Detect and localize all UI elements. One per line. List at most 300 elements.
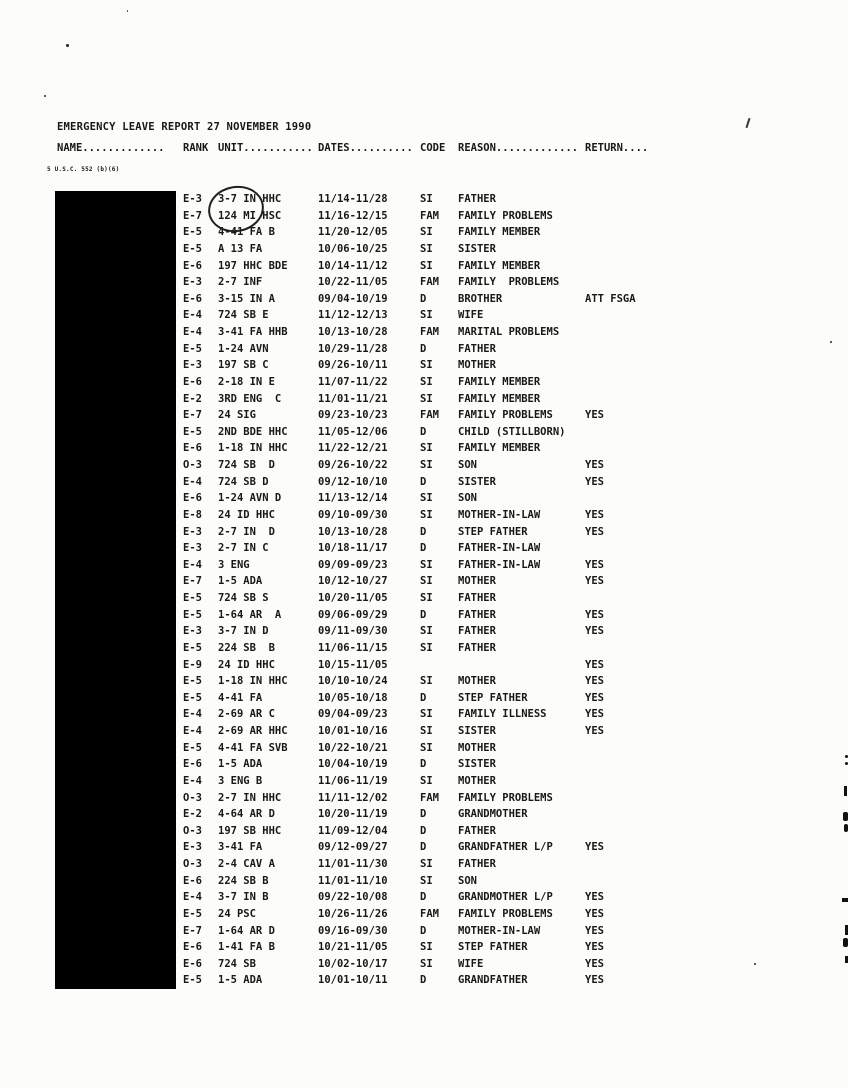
cell-dates: 10/26-11/26 <box>318 907 388 920</box>
cell-unit: 197 SB C <box>218 359 269 372</box>
cell-rank: E-6 <box>183 957 202 970</box>
cell-unit: 1-18 IN HHC <box>218 442 288 455</box>
cell-unit: 724 SB S <box>218 592 269 604</box>
cell-unit: 2-7 INF <box>218 276 263 289</box>
cell-code: FAM <box>420 326 439 338</box>
cell-rank: E-6 <box>183 292 202 305</box>
cell-return <box>585 393 675 410</box>
cell-code: SI <box>420 625 433 638</box>
cell-rank: E-5 <box>183 691 202 704</box>
cell-dates: 09/10-09/30 <box>318 508 388 521</box>
cell-rank: E-5 <box>183 242 202 255</box>
cell-rank: E-5 <box>183 342 202 355</box>
cell-unit: 3-41 FA <box>218 841 263 854</box>
cell-unit: 2-7 IN D <box>218 525 275 538</box>
cell-dates: 10/02-10/17 <box>318 957 388 970</box>
cell-dates: 11/01-11/10 <box>318 874 388 887</box>
cell-return <box>585 792 675 809</box>
cell-return: YES <box>585 708 604 721</box>
name-redaction-bar <box>55 191 176 989</box>
pen-mark <box>844 824 848 832</box>
cell-code: SI <box>420 708 433 721</box>
cell-return <box>585 825 675 842</box>
cell-code: D <box>420 608 427 621</box>
cell-reason: FAMILY PROBLEMS <box>458 276 560 289</box>
cell-dates: 09/26-10/11 <box>318 359 388 372</box>
cell-unit: 4-64 AR D <box>218 808 275 821</box>
cell-return: YES <box>585 841 604 854</box>
cell-code: SI <box>420 957 433 970</box>
cell-return <box>585 442 675 459</box>
cell-reason: FAMILY MEMBER <box>458 375 541 388</box>
cell-unit: 724 SB <box>218 957 256 970</box>
col-header-name: NAME............. <box>57 142 165 154</box>
cell-dates: 10/29-11/28 <box>318 342 388 355</box>
cell-return <box>585 426 675 443</box>
cell-unit: 197 SB HHC <box>218 824 282 837</box>
cell-return <box>585 326 675 343</box>
cell-return: YES <box>585 941 604 954</box>
pen-mark <box>843 812 848 821</box>
cell-code: D <box>420 841 427 854</box>
cell-unit: 3RD ENG C <box>218 392 282 405</box>
redaction-citation: 5 U.S.C. 552 (b)(6) <box>47 166 120 173</box>
cell-reason: FATHER <box>458 608 496 621</box>
cell-code: D <box>420 525 427 538</box>
pen-mark <box>844 786 847 796</box>
cell-return <box>585 642 675 659</box>
cell-rank: E-7 <box>183 575 202 588</box>
cell-return <box>585 343 675 360</box>
cell-return: YES <box>585 924 604 937</box>
cell-dates: 11/09-12/04 <box>318 824 388 837</box>
cell-reason: FATHER <box>458 592 496 604</box>
scan-speck <box>754 963 756 965</box>
cell-return <box>585 243 675 260</box>
cell-code: SI <box>420 941 433 954</box>
cell-code: FAM <box>420 209 439 222</box>
cell-code: SI <box>420 309 433 322</box>
cell-rank: E-4 <box>183 725 202 737</box>
cell-dates: 10/04-10/19 <box>318 758 388 771</box>
cell-unit: 4-41 FA B <box>218 226 275 239</box>
cell-reason: FATHER <box>458 342 496 355</box>
cell-dates: 11/06-11/19 <box>318 774 388 787</box>
cell-unit: 124 MI HSC <box>218 209 282 222</box>
cell-code: SI <box>420 193 433 205</box>
cell-rank: E-4 <box>183 309 202 322</box>
cell-rank: E-6 <box>183 375 202 388</box>
cell-rank: E-5 <box>183 907 202 920</box>
cell-unit: 1-24 AVN D <box>218 492 282 505</box>
cell-reason: GRANDFATHER L/P <box>458 841 553 854</box>
cell-dates: 10/01-10/16 <box>318 725 388 737</box>
cell-dates: 11/11-12/02 <box>318 791 388 804</box>
cell-rank: E-3 <box>183 625 202 638</box>
cell-code: SI <box>420 675 433 688</box>
cell-reason: MOTHER <box>458 675 496 688</box>
cell-dates: 09/09-09/23 <box>318 558 388 571</box>
cell-return: YES <box>585 891 604 904</box>
cell-reason: MOTHER <box>458 359 496 372</box>
cell-code: D <box>420 974 427 987</box>
cell-rank: E-5 <box>183 425 202 438</box>
cell-rank: E-2 <box>183 392 202 405</box>
cell-dates: 11/01-11/30 <box>318 858 388 870</box>
cell-code: D <box>420 475 427 488</box>
cell-rank: E-6 <box>183 758 202 771</box>
cell-return <box>585 210 675 227</box>
cell-return: YES <box>585 957 604 970</box>
scan-speck <box>127 10 128 12</box>
cell-dates: 09/26-10/22 <box>318 459 388 471</box>
cell-return <box>585 592 675 609</box>
cell-rank: O-3 <box>183 791 202 804</box>
cell-code: SI <box>420 442 433 455</box>
cell-return: YES <box>585 409 604 422</box>
cell-reason: MOTHER <box>458 741 496 754</box>
column-header-row <box>57 142 675 154</box>
cell-reason: MOTHER-IN-LAW <box>458 924 541 937</box>
col-header-code: CODE <box>420 142 446 154</box>
cell-dates: 10/20-11/05 <box>318 592 388 604</box>
cell-rank: E-6 <box>183 492 202 505</box>
cell-dates: 09/12-09/27 <box>318 841 388 854</box>
cell-dates: 09/16-09/30 <box>318 924 388 937</box>
cell-unit: 3-7 IN HHC <box>218 193 282 205</box>
cell-reason: SISTER <box>458 475 496 488</box>
cell-unit: 3-41 FA HHB <box>218 326 288 338</box>
cell-reason: FATHER <box>458 858 496 870</box>
cell-reason: WIFE <box>458 309 484 322</box>
cell-reason: MOTHER <box>458 575 496 588</box>
cell-return <box>585 808 675 825</box>
cell-dates: 11/12-12/13 <box>318 309 388 322</box>
cell-reason: SON <box>458 492 477 505</box>
cell-rank: E-3 <box>183 193 202 205</box>
cell-code: SI <box>420 359 433 372</box>
cell-return: YES <box>585 725 604 737</box>
cell-unit: 2-18 IN E <box>218 375 275 388</box>
cell-code: D <box>420 342 427 355</box>
cell-code: SI <box>420 874 433 887</box>
cell-rank: O-3 <box>183 824 202 837</box>
pen-mark <box>842 898 848 902</box>
cell-return: YES <box>585 459 604 471</box>
cell-unit: 2-7 IN C <box>218 542 269 555</box>
cell-unit: 2-4 CAV A <box>218 858 275 870</box>
cell-rank: E-2 <box>183 808 202 821</box>
cell-return: YES <box>585 907 604 920</box>
cell-dates: 10/20-11/19 <box>318 808 388 821</box>
cell-unit: 1-5 ADA <box>218 575 263 588</box>
cell-reason: SISTER <box>458 758 496 771</box>
cell-unit: 2-69 AR HHC <box>218 725 288 737</box>
cell-reason: SISTER <box>458 725 496 737</box>
cell-code: D <box>420 824 427 837</box>
cell-rank: E-7 <box>183 209 202 222</box>
cell-return <box>585 542 675 559</box>
cell-unit: 1-64 AR A <box>218 608 282 621</box>
cell-code: D <box>420 691 427 704</box>
cell-dates: 10/12-10/27 <box>318 575 388 588</box>
cell-rank: E-5 <box>183 675 202 688</box>
cell-dates: 11/16-12/15 <box>318 209 388 222</box>
cell-dates: 11/20-12/05 <box>318 226 388 239</box>
cell-code: FAM <box>420 907 439 920</box>
cell-unit: 3 ENG <box>218 558 250 571</box>
report-title: EMERGENCY LEAVE REPORT 27 NOVEMBER 1990 <box>57 121 312 133</box>
cell-unit: A 13 FA <box>218 242 263 255</box>
cell-code: SI <box>420 392 433 405</box>
cell-code: SI <box>420 858 433 870</box>
cell-return: YES <box>585 475 604 488</box>
cell-unit: 724 SB E <box>218 309 269 322</box>
cell-reason: STEP FATHER <box>458 941 528 954</box>
cell-code: SI <box>420 741 433 754</box>
cell-code: SI <box>420 558 433 571</box>
cell-reason: FAMILY MEMBER <box>458 259 541 272</box>
cell-dates: 09/11-09/30 <box>318 625 388 638</box>
cell-unit: 1-18 IN HHC <box>218 675 288 688</box>
cell-dates: 10/13-10/28 <box>318 525 388 538</box>
cell-code: SI <box>420 641 433 654</box>
cell-return: YES <box>585 974 604 987</box>
scan-speck <box>44 95 46 97</box>
cell-code: SI <box>420 492 433 505</box>
cell-code: D <box>420 924 427 937</box>
cell-unit: 24 ID HHC <box>218 658 275 671</box>
cell-dates: 11/13-12/14 <box>318 492 388 505</box>
cell-dates: 10/13-10/28 <box>318 326 388 338</box>
cell-rank: E-6 <box>183 874 202 887</box>
cell-return <box>585 260 675 277</box>
cell-rank: E-5 <box>183 226 202 239</box>
cell-dates: 10/22-11/05 <box>318 276 388 289</box>
cell-reason: FATHER-IN-LAW <box>458 542 541 555</box>
cell-unit: 197 HHC BDE <box>218 259 288 272</box>
cell-reason: FATHER <box>458 824 496 837</box>
cell-rank: E-5 <box>183 741 202 754</box>
cell-reason: FAMILY MEMBER <box>458 392 541 405</box>
cell-return <box>585 742 675 759</box>
cell-code: D <box>420 542 427 555</box>
cell-rank: E-3 <box>183 841 202 854</box>
cell-unit: 4-41 FA SVB <box>218 741 288 754</box>
cell-reason: FAMILY PROBLEMS <box>458 209 553 222</box>
cell-return <box>585 875 675 892</box>
cell-dates: 10/15-11/05 <box>318 658 388 671</box>
cell-return <box>585 193 675 210</box>
cell-code: D <box>420 292 427 305</box>
cell-reason: SON <box>458 459 477 471</box>
cell-rank: E-5 <box>183 608 202 621</box>
cell-rank: E-6 <box>183 442 202 455</box>
cell-code: FAM <box>420 409 439 422</box>
cell-unit: 3-7 IN D <box>218 625 269 638</box>
cell-unit: 3-15 IN A <box>218 292 275 305</box>
cell-unit: 1-5 ADA <box>218 974 263 987</box>
cell-return: YES <box>585 558 604 571</box>
cell-return <box>585 775 675 792</box>
cell-reason: STEP FATHER <box>458 525 528 538</box>
cell-reason: FAMILY PROBLEMS <box>458 409 553 422</box>
cell-dates: 11/14-11/28 <box>318 193 388 205</box>
cell-reason: STEP FATHER <box>458 691 528 704</box>
cell-code: FAM <box>420 276 439 289</box>
cell-reason <box>458 659 585 676</box>
cell-reason: FATHER <box>458 193 496 205</box>
cell-unit: 1-5 ADA <box>218 758 263 771</box>
cell-unit: 1-64 AR D <box>218 924 275 937</box>
cell-rank: E-4 <box>183 475 202 488</box>
cell-return: YES <box>585 658 604 671</box>
cell-dates: 09/23-10/23 <box>318 409 388 422</box>
cell-return: YES <box>585 508 604 521</box>
cell-return: YES <box>585 575 604 588</box>
cell-return <box>585 492 675 509</box>
cell-rank: E-7 <box>183 409 202 422</box>
cell-code <box>420 659 458 676</box>
cell-rank: O-3 <box>183 459 202 471</box>
cell-reason: FAMILY MEMBER <box>458 226 541 239</box>
cell-reason: SISTER <box>458 242 496 255</box>
cell-return <box>585 309 675 326</box>
cell-rank: E-3 <box>183 276 202 289</box>
cell-code: SI <box>420 725 433 737</box>
scan-speck <box>66 44 69 47</box>
cell-rank: E-4 <box>183 891 202 904</box>
scan-speck <box>830 341 832 343</box>
cell-return: YES <box>585 691 604 704</box>
cell-dates: 10/05-10/18 <box>318 691 388 704</box>
cell-rank: E-4 <box>183 326 202 338</box>
cell-code: SI <box>420 259 433 272</box>
cell-rank: E-8 <box>183 508 202 521</box>
cell-rank: E-3 <box>183 525 202 538</box>
cell-dates: 11/22-12/21 <box>318 442 388 455</box>
cell-rank: E-4 <box>183 558 202 571</box>
cell-unit: 24 PSC <box>218 907 256 920</box>
col-header-return: RETURN.... <box>585 142 649 154</box>
cell-rank: E-7 <box>183 924 202 937</box>
col-header-dates: DATES.......... <box>318 142 413 154</box>
cell-reason: WIFE <box>458 957 484 970</box>
cell-unit: 2-7 IN HHC <box>218 791 282 804</box>
cell-unit: 2ND BDE HHC <box>218 425 288 438</box>
cell-return <box>585 376 675 393</box>
cell-unit: 224 SB B <box>218 874 269 887</box>
cell-unit: 724 SB D <box>218 475 269 488</box>
pen-slash-mark <box>746 118 751 128</box>
cell-return: ATT FSGA <box>585 292 636 305</box>
cell-dates: 09/12-10/10 <box>318 475 388 488</box>
cell-dates: 09/22-10/08 <box>318 891 388 904</box>
cell-rank: E-9 <box>183 658 202 671</box>
cell-dates: 09/06-09/29 <box>318 608 388 621</box>
cell-dates: 10/21-11/05 <box>318 941 388 954</box>
pen-mark <box>843 938 848 947</box>
col-header-rank: RANK <box>183 142 209 154</box>
cell-return: YES <box>585 675 604 688</box>
cell-dates: 11/05-12/06 <box>318 425 388 438</box>
cell-unit: 24 SIG <box>218 409 256 422</box>
cell-return <box>585 858 675 875</box>
cell-reason: MOTHER <box>458 774 496 787</box>
cell-return <box>585 359 675 376</box>
cell-reason: GRANDFATHER <box>458 974 528 987</box>
cell-return <box>585 226 675 243</box>
cell-rank: E-4 <box>183 708 202 721</box>
cell-unit: 4-41 FA <box>218 691 263 704</box>
cell-dates: 10/01-10/11 <box>318 974 388 987</box>
cell-rank: E-5 <box>183 974 202 987</box>
cell-unit: 2-69 AR C <box>218 708 275 721</box>
cell-return: YES <box>585 608 604 621</box>
cell-code: SI <box>420 242 433 255</box>
cell-return: YES <box>585 525 604 538</box>
cell-dates: 09/04-10/19 <box>318 292 388 305</box>
cell-code: SI <box>420 226 433 239</box>
cell-code: SI <box>420 459 433 471</box>
cell-rank: E-6 <box>183 941 202 954</box>
cell-dates: 11/07-11/22 <box>318 375 388 388</box>
cell-dates: 11/06-11/15 <box>318 641 388 654</box>
cell-reason: FATHER <box>458 625 496 638</box>
cell-code: SI <box>420 508 433 521</box>
cell-dates: 10/22-10/21 <box>318 741 388 754</box>
cell-rank: E-3 <box>183 359 202 372</box>
cell-dates: 11/01-11/21 <box>318 392 388 405</box>
cell-unit: 24 ID HHC <box>218 508 275 521</box>
cell-return: YES <box>585 625 604 638</box>
cell-code: D <box>420 808 427 821</box>
cell-reason: MOTHER-IN-LAW <box>458 508 541 521</box>
cell-reason: FAMILY PROBLEMS <box>458 907 553 920</box>
cell-reason: MARITAL PROBLEMS <box>458 326 560 338</box>
cell-unit: 3-7 IN B <box>218 891 269 904</box>
cell-rank: E-5 <box>183 641 202 654</box>
cell-code: D <box>420 758 427 771</box>
cell-rank: O-3 <box>183 858 202 870</box>
cell-unit: 724 SB D <box>218 459 275 471</box>
cell-code: D <box>420 425 427 438</box>
cell-rank: E-4 <box>183 774 202 787</box>
cell-unit: 3 ENG B <box>218 774 263 787</box>
cell-dates: 10/10-10/24 <box>318 675 388 688</box>
cell-rank: E-6 <box>183 259 202 272</box>
cell-dates: 10/18-11/17 <box>318 542 388 555</box>
cell-reason: GRANDMOTHER L/P <box>458 891 553 904</box>
cell-reason: BROTHER <box>458 292 503 305</box>
cell-unit: 224 SB B <box>218 641 275 654</box>
cell-code: SI <box>420 592 433 604</box>
cell-rank: E-3 <box>183 542 202 555</box>
cell-rank: E-5 <box>183 592 202 604</box>
cell-return <box>585 758 675 775</box>
col-header-reason: REASON............. <box>458 142 579 154</box>
col-header-unit: UNIT........... <box>218 142 313 154</box>
cell-code: SI <box>420 575 433 588</box>
cell-dates: 10/14-11/12 <box>318 259 388 272</box>
cell-code: D <box>420 891 427 904</box>
cell-reason: FATHER-IN-LAW <box>458 558 541 571</box>
cell-dates: 09/04-09/23 <box>318 708 388 721</box>
cell-unit: 1-24 AVN <box>218 342 269 355</box>
cell-code: SI <box>420 774 433 787</box>
cell-unit: 1-41 FA B <box>218 941 275 954</box>
cell-reason: FAMILY ILLNESS <box>458 708 547 721</box>
